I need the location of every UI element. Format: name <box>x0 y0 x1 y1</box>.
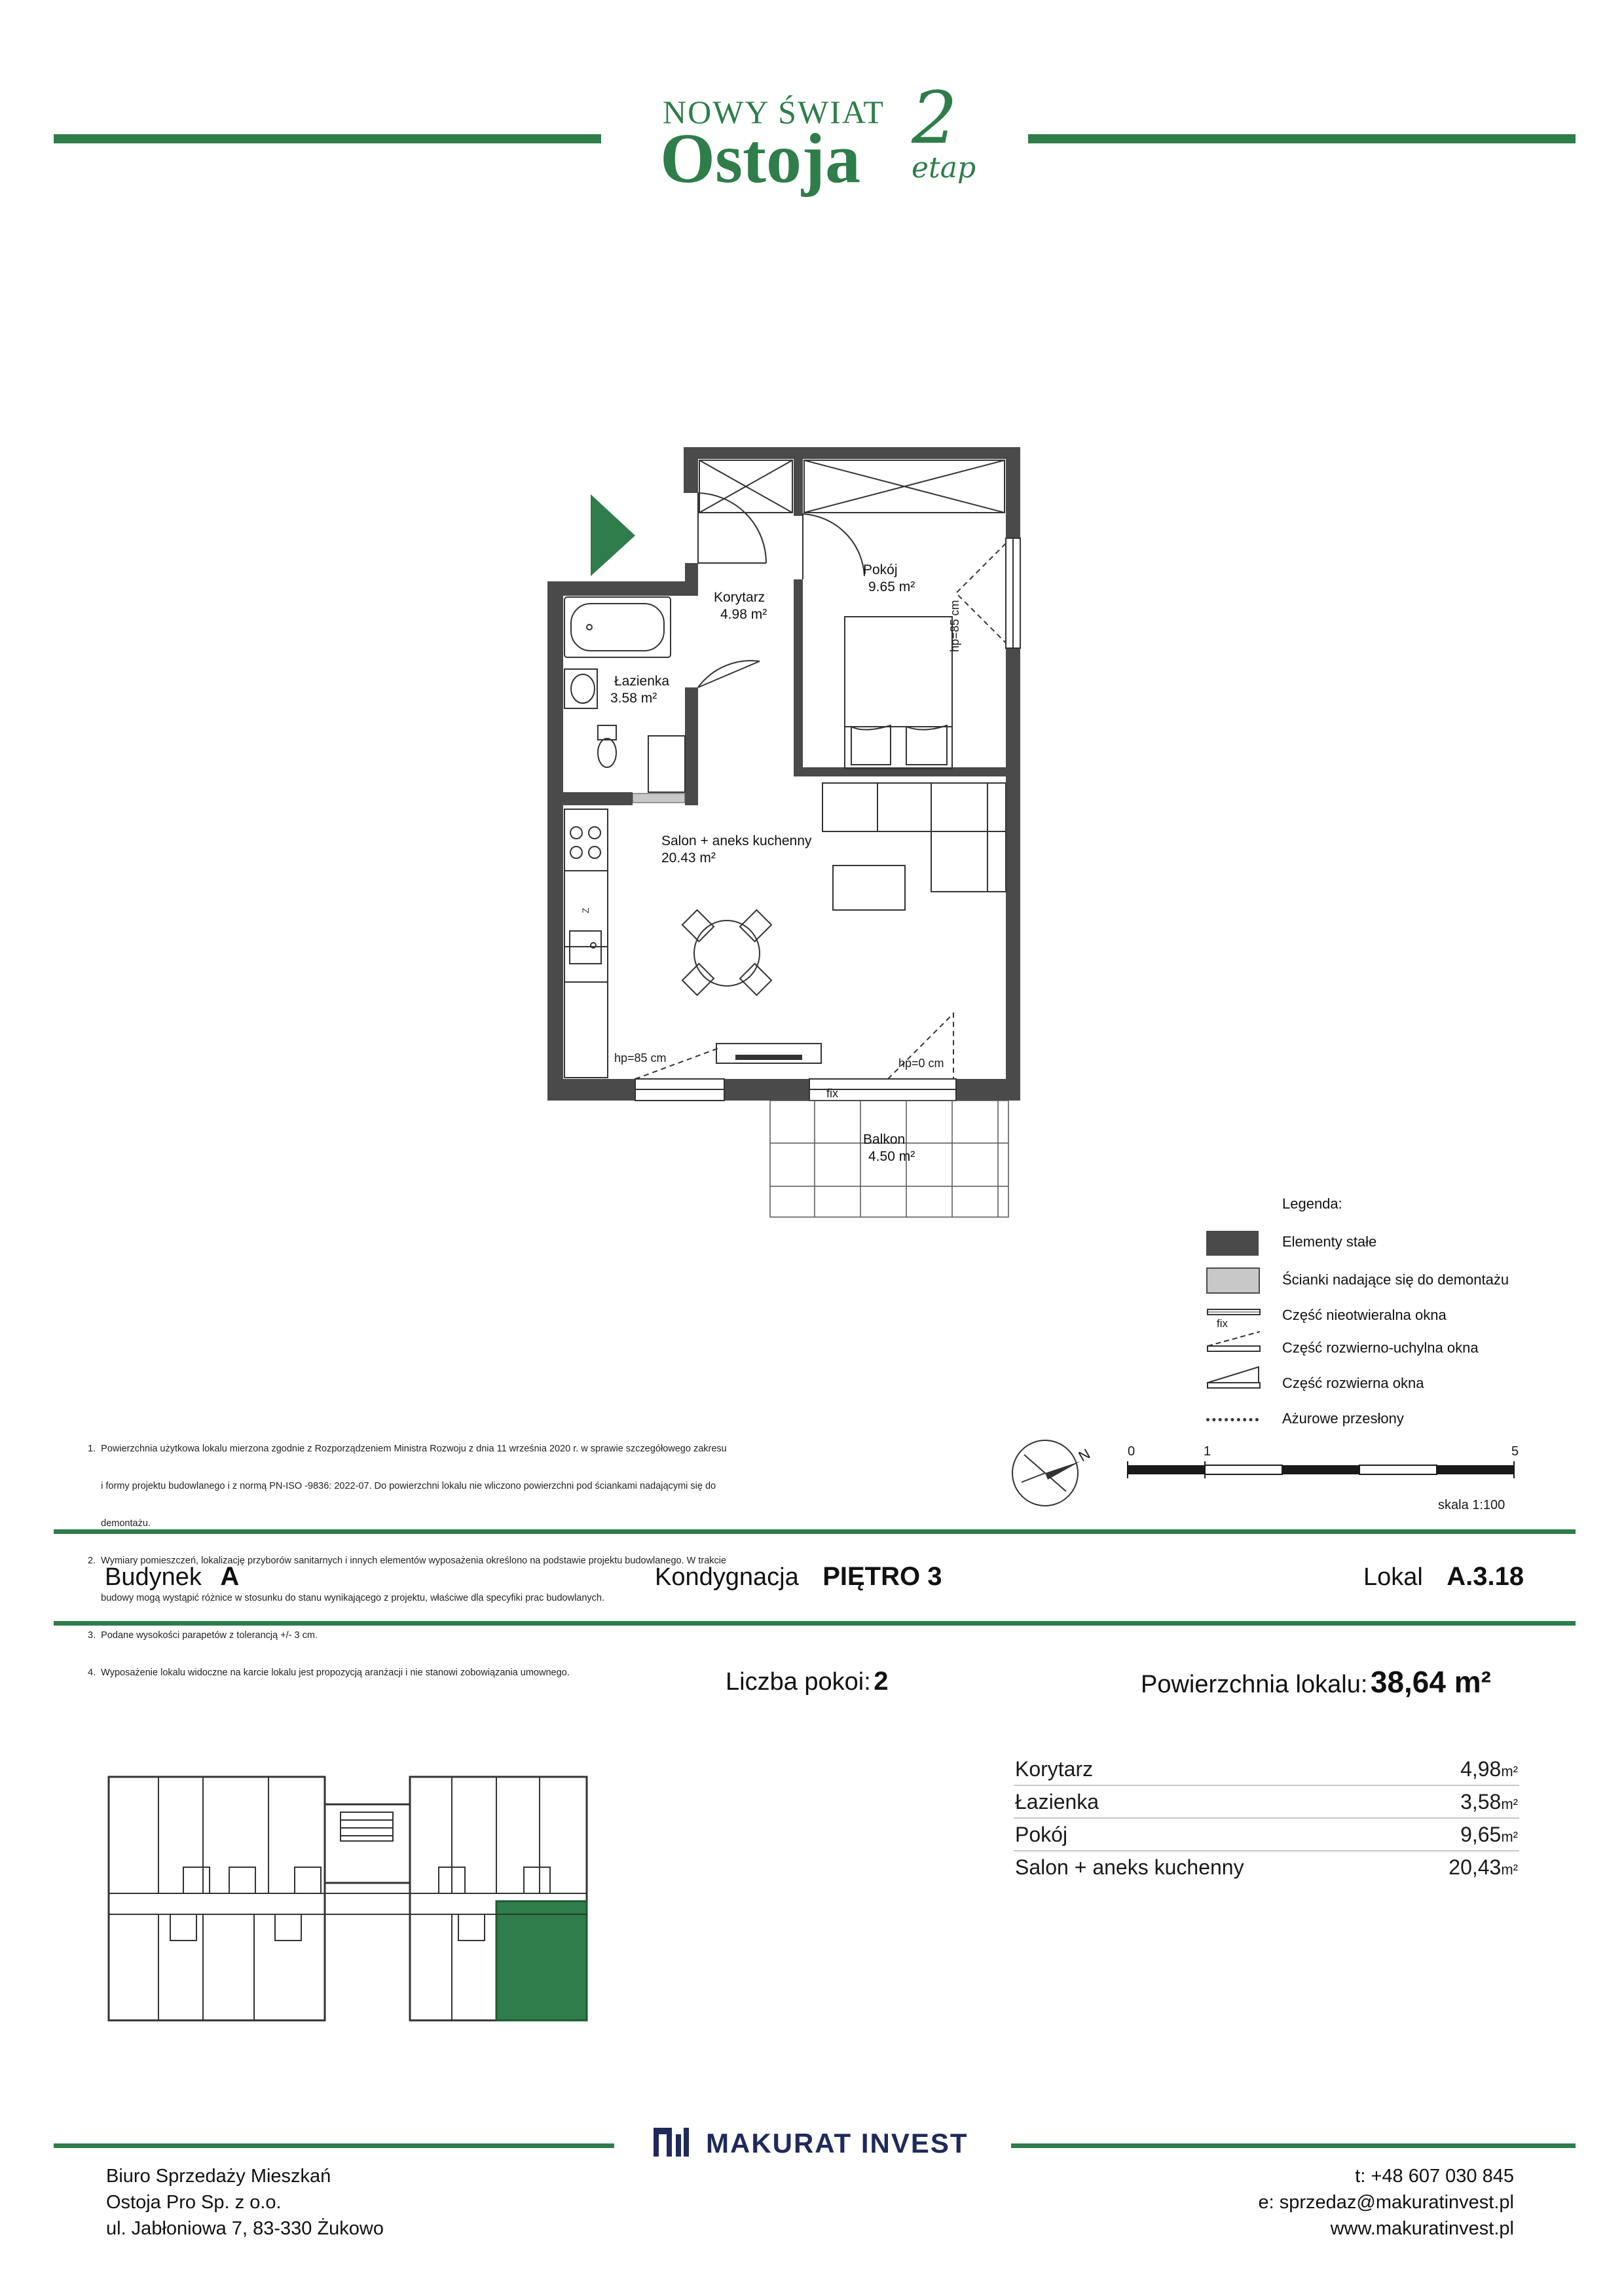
room-label-lazienka <box>610 673 670 707</box>
bathtub <box>564 597 671 657</box>
room-area: 9.65 m² <box>868 579 915 594</box>
bathroom-door <box>698 661 760 687</box>
legend-swatch-fixed <box>1206 1231 1259 1256</box>
footer-line-right <box>1011 2143 1576 2148</box>
room-area: 4.50 m² <box>868 1149 915 1164</box>
key-plan-highlight <box>496 1901 587 2020</box>
note-line: i formy projektu budowlanego i z normą PN-ISO -9836: 2022-07. Do powierzchni lokalu nie wliczono powierzchni pod ściankami nadającymi się do <box>88 1481 716 1491</box>
note-line: 2. Wymiary pomieszczeń, lokalizację przyborów sanitarnych i innych elementów wyposażenia określono na podstawie projektu budowlanego. W trakcie <box>88 1556 727 1566</box>
total-area <box>1141 1664 1491 1700</box>
dining-table <box>682 910 771 995</box>
toilet <box>598 725 616 767</box>
room-label-korytarz <box>714 589 767 623</box>
building-info <box>105 1562 239 1592</box>
footer-line-left <box>54 2143 614 2148</box>
sofa <box>822 783 1006 892</box>
hp-label-bottom-left: hp=85 cm <box>614 1051 667 1065</box>
total-area-label: Powierzchnia lokalu: <box>1141 1671 1368 1698</box>
footer-left-line: ul. Jabłoniowa 7, 83-330 Żukowo <box>106 2218 384 2239</box>
room-name: Łazienka <box>614 674 670 689</box>
footer-phone[interactable]: t: +48 607 030 845 <box>1355 2166 1514 2187</box>
info-line-top <box>54 1529 1576 1534</box>
unit-label: Lokal <box>1363 1563 1423 1591</box>
area-row-name: Łazienka <box>1015 1790 1099 1813</box>
room-label-salon <box>661 833 811 867</box>
room-area: 20.43 m² <box>661 850 716 866</box>
bathroom-sink <box>564 669 597 708</box>
legend-label-casement: Część rozwierna okna <box>1282 1375 1424 1391</box>
footer-left <box>106 2163 384 2242</box>
hp-label-door: hp=0 cm <box>898 1057 944 1070</box>
note-line: demontażu. <box>88 1518 151 1529</box>
logo-stage-number: 2 <box>912 76 957 160</box>
room-area: 4.98 m² <box>720 607 767 622</box>
legend-tilt-icon <box>1206 1317 1263 1357</box>
note-line: 1. Powierzchnia użytkowa lokalu mierzona zgodnie z Rozporządzeniem Ministra Rozwoju z dnia 11 września 2020 r. w sprawie szczegółowego zakresu <box>88 1444 727 1454</box>
area-row-name: Korytarz <box>1015 1757 1094 1781</box>
floor-value: PIĘTRO 3 <box>822 1562 942 1591</box>
legend-swatch-removable <box>1206 1267 1260 1294</box>
area-row-name: Salon + aneks kuchenny <box>1015 1855 1244 1879</box>
area-row-value: 9,65m² <box>1460 1823 1518 1846</box>
footer-website[interactable]: www.makuratinvest.pl <box>1330 2218 1514 2239</box>
footer-left-line: Biuro Sprzedaży Mieszkań <box>106 2166 331 2187</box>
unit-value: A.3.18 <box>1447 1562 1524 1591</box>
legend-label-tilt: Część rozwierno-uchylna okna <box>1282 1339 1479 1356</box>
room-name: Balkon <box>863 1132 906 1147</box>
bedroom-door <box>803 514 864 579</box>
entrance-door <box>698 493 766 563</box>
note-line: 3. Podane wysokości parapetów z tolerancją +/- 3 cm. <box>88 1630 318 1641</box>
floor-label: Kondygnacja <box>655 1563 799 1591</box>
area-row <box>1014 1785 1519 1819</box>
building-value: A <box>220 1562 240 1591</box>
compass-north-label: N <box>1075 1445 1093 1465</box>
legend-title: Legenda: <box>1282 1195 1342 1212</box>
area-row-name: Pokój <box>1015 1823 1068 1846</box>
area-row-value: 20,43m² <box>1449 1855 1518 1879</box>
footer-brand: MAKURAT INVEST <box>706 2128 969 2159</box>
fridge-label: Z <box>580 907 591 913</box>
makurat-logo-icon <box>652 2125 692 2159</box>
compass-icon <box>1008 1436 1100 1508</box>
legend-label-lattice: Ażurowe przesłony <box>1282 1410 1404 1427</box>
room-label-pokoj <box>863 562 915 596</box>
scale-tick-1: 1 <box>1204 1444 1211 1459</box>
tv-unit <box>716 1044 821 1063</box>
key-plan <box>105 1769 596 2031</box>
entrance-arrow <box>591 494 635 576</box>
wardrobes <box>699 460 1005 513</box>
note-line: budowy mogą wystąpić różnice w stosunku do stanu wynikającego z projektu, właściwe dla specyfiki prac budowlanych. <box>88 1593 605 1603</box>
room-name: Salon + aneks kuchenny <box>661 833 812 848</box>
room-name: Korytarz <box>714 590 766 605</box>
coffee-table <box>833 866 905 910</box>
legend-label-removable: Ścianki nadające się do demontażu <box>1282 1271 1509 1288</box>
scale-tick-0: 0 <box>1128 1444 1135 1459</box>
scale-label: skala 1:100 <box>1438 1498 1505 1512</box>
logo-stage-word: etap <box>912 151 976 185</box>
unit-info <box>1363 1562 1524 1592</box>
notes-block <box>88 1418 939 1692</box>
scale-bar <box>1126 1461 1519 1481</box>
note-line: 4. Wyposażenie lokalu widoczne na karcie lokalu jest propozycją aranżacji i nie stanowi zobowiązania umownego. <box>88 1667 570 1678</box>
window-right <box>956 538 1020 648</box>
room-area: 3.58 m² <box>610 691 657 706</box>
info-line-bottom <box>54 1621 1576 1626</box>
logo-main-text: Ostoja <box>660 120 860 198</box>
header-line-left <box>54 134 601 143</box>
fix-label: fix <box>826 1087 838 1100</box>
legend-label-nonopening: Część nieotwieralna okna <box>1282 1307 1447 1323</box>
room-name: Pokój <box>863 562 898 577</box>
kitchen-counter <box>564 809 608 1078</box>
room-count-label: Liczba pokoi: <box>726 1668 871 1696</box>
logo-top-text: NOWY ŚWIAT <box>663 94 885 130</box>
legend-casement-icon <box>1206 1362 1263 1394</box>
area-row <box>1014 1817 1519 1851</box>
legend-label-fixed: Elementy stałe <box>1282 1233 1377 1250</box>
building-label: Budynek <box>105 1563 202 1591</box>
footer-email[interactable]: e: sprzedaz@makuratinvest.pl <box>1258 2192 1514 2213</box>
shower-tray <box>648 736 685 792</box>
footer-right <box>1259 2163 1515 2242</box>
removable-wall <box>633 793 685 803</box>
legend-fix-sub: fix <box>1217 1317 1228 1330</box>
area-row <box>1014 1850 1519 1883</box>
scale-tick-5: 5 <box>1511 1444 1519 1459</box>
bed <box>845 617 952 769</box>
floor-plan <box>537 439 1035 1224</box>
room-count-value: 2 <box>874 1667 889 1696</box>
room-label-balkon <box>863 1131 915 1165</box>
legend-lattice-icon <box>1206 1418 1259 1421</box>
total-area-value: 38,64 m² <box>1370 1665 1491 1699</box>
floor-info <box>655 1562 942 1592</box>
header-line-right <box>1028 134 1576 143</box>
footer-left-line: Ostoja Pro Sp. z o.o. <box>106 2192 282 2213</box>
area-row-value: 4,98m² <box>1460 1757 1518 1781</box>
area-row <box>1014 1752 1519 1786</box>
room-count <box>726 1667 889 1696</box>
hp-label-right: hp=85 cm <box>948 600 961 652</box>
area-row-value: 3,58m² <box>1460 1790 1518 1813</box>
